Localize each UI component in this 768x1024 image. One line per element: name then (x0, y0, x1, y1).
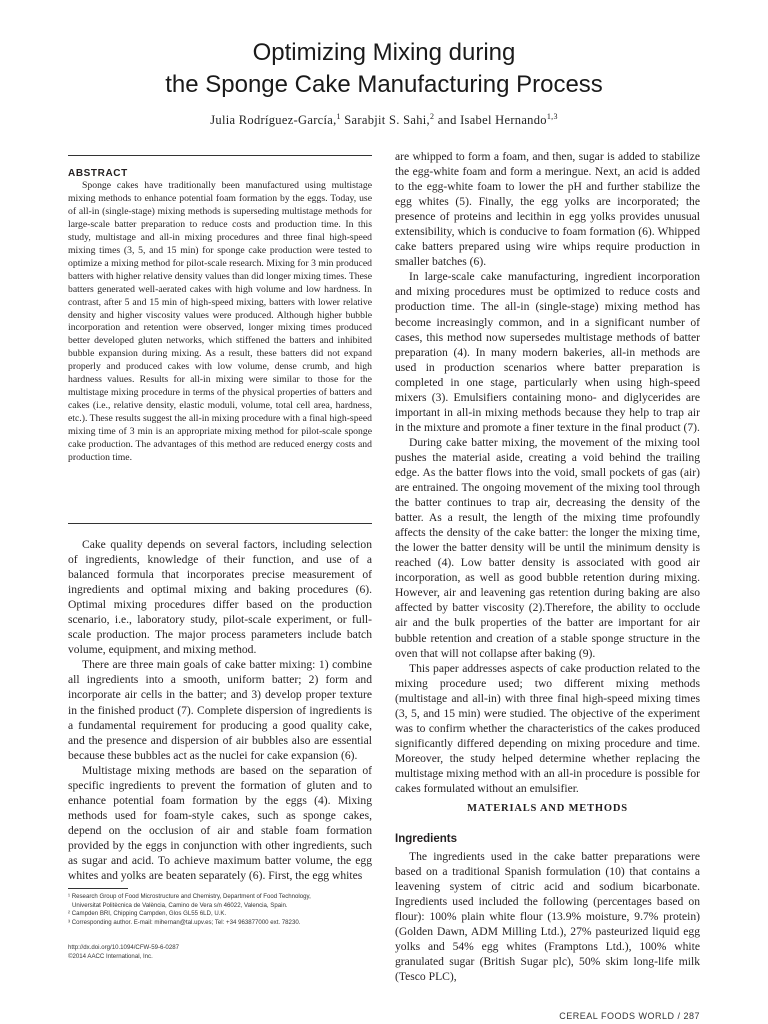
copyright-notice: ©2014 AACC International, Inc. (68, 953, 153, 960)
abstract-paragraph: Sponge cakes have traditionally been manufactured using multistage mixing methods to enhance potential foam formation by the eggs. Today, use of all-in (single-stage) mixing methods is superseding multistage methods for large-scale batter preparation to reduce costs and production time. In this study, multistage and all-in mixing procedures and three final high-speed mixing times (3, 5, and 15 min) for sponge cake production were tested to optimize a mixing method for pilot-scale research. Mixing for 3 min produced batters with higher relative density values than did longer mixing times. These batters generated well-aerated cakes with high volume and low hardness. In contrast, after 5 and 15 min of high-speed mixing, batters with lower relative density and higher viscosity values were produced. Although higher bubble incorporation and retention were observed, longer mixing times produced better developed gluten networks, which stiffened the batters and inhibited bubble expansion during mixing. As a result, these batters did not expand properly and produced cakes with low volume, dense crumb, and high hardness values. Results for all-in mixing were similar to those for the multistage mixing procedure in terms of the physical properties of batters and cakes (i.e., relative density, elastic moduli, volume, total cell area, hardness, etc.). These results suggest the all-in mixing procedure with a final high-speed mixing time of 3 min is an appropriate mixing method for pilot-scale sponge cake production. The advantages of this method are reduced energy costs and production time. (68, 180, 372, 464)
body-paragraph: Multistage mixing methods are based on the separation of specific ingredients to prevent the formation of gluten and to enhance potential foam formation by the eggs (4). Mixing methods used for foam-style cakes, such as sponge cakes, depend on the occlusion of air and stable foam formation provided by the eggs in conjunction with other ingredients, such as sugar and acid. To achieve maximum batter volume, the egg whites and yolks are beaten separately (6). First, the egg whites (68, 763, 372, 883)
subheading-ingredients: Ingredients (395, 833, 457, 845)
body-paragraph: In large-scale cake manufacturing, ingredient incorporation and mixing procedures must be optimized to reduce costs and production time. The all-in (single-stage) mixing method has become increasingly common, and in a significant number of cases, this method now supersedes multistage methods of batter preparation (4). In many modern bakeries, all-in methods are used in production scenarios where batter preparation is completed in one stage, particularly when using high-speed mixers (3). Emulsifiers containing mono- and diglycerides are important in all-in mixing methods because they help to trap air in the mixture and promote a finer texture in the final product (7). (395, 270, 700, 434)
author-3-affiliation: 1,3 (546, 112, 558, 121)
page-footer: CEREAL FOODS WORLD / 287 (559, 1011, 700, 1021)
author-2-affiliation: 2 (429, 112, 435, 121)
left-column-body (68, 537, 372, 883)
affiliation-footnotes (68, 893, 378, 927)
author-1: Julia Rodríguez-García, (210, 113, 337, 128)
abstract-top-rule (68, 155, 372, 156)
body-paragraph: There are three main goals of cake batter mixing: 1) combine all ingredients into a smooth, uniform batter; 2) form and incorporate air cells in the batter; and 3) develop proper texture in the finished product (7). Complete dispersion of ingredients is a fundamental requirement for producing a good quality cake, and the presence and dispersion of air bubbles also are essential because these bubbles act as the nuclei for cake expansion (6). (68, 658, 372, 762)
body-paragraph: Cake quality depends on several factors, including selection of ingredients, knowledge of their function, and use of a balanced formula that incorporates precise measurement of ingredients and optimal mixing and baking procedures (6). Optimal mixing procedures differ based on the production scenario, i.e., laboratory study, pilot-scale experiment, or full-scale production. The major process parameters include batch volume, equipment, and mixing method. (68, 538, 372, 657)
footnote-line: ³ Corresponding author. E-mail: mihernan@tal.upv.es; Tel: +34 963877000 ext. 78230. (68, 918, 301, 926)
article-title-line1: Optimizing Mixing during (252, 39, 516, 66)
right-column-body (395, 149, 700, 796)
author-1-affiliation: 1 (336, 112, 341, 121)
body-paragraph: During cake batter mixing, the movement of the mixing tool pushes the material aside, creating a void behind the trailing edge. As the batter flows into the void, small pockets of gas (air) are entrained. The ongoing movement of the mixing tool through the batter continues to trap air, decreasing the density of the batter. As a result, the length of the mixing time profoundly affects the density of the cake batter: the longer the mixing time, the lower the batter density will be until the minimum density is reached (4). Low batter density is associated with good air incorporation, as well as good bubble retention during mixing. However, air and leavening gas retention during baking are also affected by batter viscosity (2).Therefore, the ability to occlude air and the bulk properties of the batter are important for air bubble retention and creation of a stable sponge structure in the oven that will not collapse after baking (9). (395, 435, 700, 660)
doi-block (68, 943, 179, 961)
doi-link[interactable]: http://dx.doi.org/10.1094/CFW-59-6-0287 (68, 944, 179, 951)
author-2: Sarabjit S. Sahi, (344, 113, 430, 128)
abstract-text-block (68, 180, 372, 465)
abstract-heading: ABSTRACT (68, 168, 128, 179)
section-heading-materials-methods: MATERIALS AND METHODS (467, 803, 628, 814)
ingredients-body (395, 849, 700, 984)
body-paragraph: are whipped to form a foam, and then, sugar is added to stabilize the egg-white foam and form a meringue. Next, an acid is added to the egg-white foam to lower the pH and further stabilize the egg whites (5). Finally, the egg yolks are incorporated; the presence of proteins and lecithin in egg yolks provides unusual extensibility, which is conducive to foam formation (6). Whipped cake batters prepared using wire whips require production in smaller batches (6). (395, 150, 700, 269)
author-list (0, 112, 768, 128)
footnote-line: Universitat Politècnica de València, Camino de Vera s/n 46022, Valencia, Spain. (72, 901, 288, 909)
footnote-rule (68, 888, 128, 889)
footnote-line: ² Campden BRI, Chipping Campden, Glos GL55 6LD, U.K. (68, 910, 227, 917)
footnote-line: ¹ Research Group of Food Microstructure and Chemistry, Department of Food Technology, (68, 893, 311, 900)
body-paragraph: The ingredients used in the cake batter preparations were based on a traditional Spanish formulation (10) that contains a leavening system of citric acid and sodium bicarbonate. Ingredients used included the following (percentages based on flour): 100% plain white flour (13.9% moisture, 9.7% protein) (Golden Dawn, ADM Milling Ltd.), 27% pasteurized liquid egg yolks and 54% egg whites (Framptons Ltd.), 100% white granulated sugar (British Sugar plc), 50% skim long-life milk (Tesco PLC), (395, 850, 700, 984)
body-paragraph: This paper addresses aspects of cake production related to the mixing procedure used; two different mixing methods (multistage and all-in) with three final high-speed mixing times (3, 5, and 15 min) were studied. The objective of the experiment was to confirm whether the characteristics of the cakes produced significantly differed depending on mixing procedure and time. Moreover, the study helped determine whether replacing the multistage mixing method with an all-in procedure is possible for cakes formulated without an emulsifier. (395, 661, 700, 795)
abstract-bottom-rule (68, 523, 372, 524)
article-title-line2: the Sponge Cake Manufacturing Process (165, 71, 603, 98)
author-3: and Isabel Hernando (437, 113, 547, 128)
